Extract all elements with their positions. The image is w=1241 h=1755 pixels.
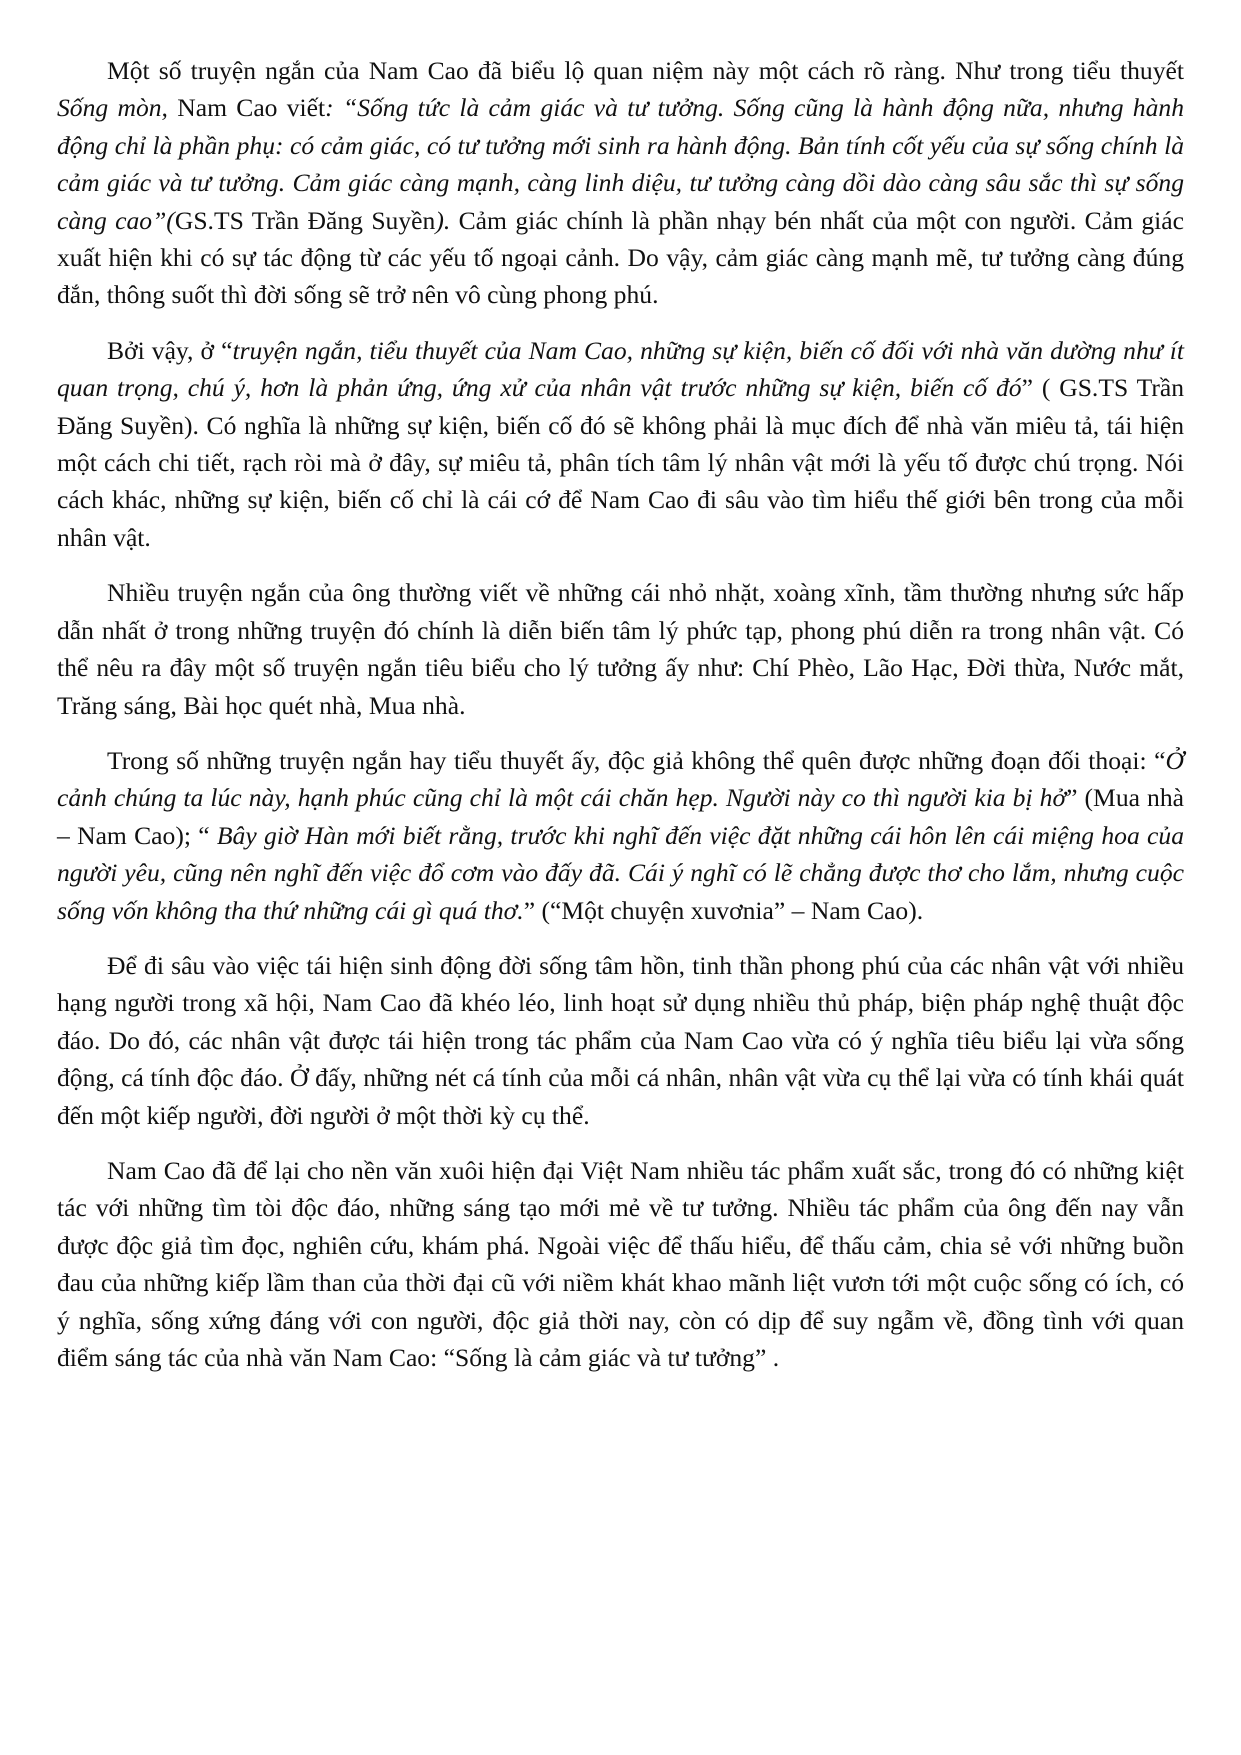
text-segment: Nhiều truyện ngắn của ông thường viết về những cái nhỏ nhặt, xoàng xĩnh, tầm thường nhưng sức hấp dẫn nhất ở trong những truyện đó chính là diễn biến tâm lý phức tạp, phong phú diễn ra trong nhân vật. Có thể nêu ra đây một số truyện ngắn tiêu biểu cho lý tưởng ấy như: Chí Phèo, Lão Hạc, Đời thừa, Nước mắt, Trăng sáng, Bài học quét nhà, Mua nhà. — [57, 578, 1184, 720]
text-segment: Để đi sâu vào việc tái hiện sinh động đời sống tâm hồn, tinh thần phong phú của các nhân vật với nhiều hạng người trong xã hội, Nam Cao đã khéo léo, linh hoạt sử dụng nhiều thủ pháp, biện pháp nghệ thuật độc đáo. Do đó, các nhân vật được tái hiện trong tác phẩm của Nam Cao vừa có ý nghĩa tiêu biểu lại vừa sống động, cá tính độc đáo. Ở đấy, những nét cá tính của mỗi cá nhân, nhân vật vừa cụ thể lại vừa có tính khái quát đến một kiếp người, đời người ở một thời kỳ cụ thể. — [57, 950, 1184, 1130]
paragraph-3 — [57, 574, 1184, 724]
italic-quote: : “Sống tức là cảm giác và tư tưởng. Sống cũng là hành động nữa, nhưng hành động chỉ là phần phụ: có cảm giác, có tư tưởng mới sinh ra hành động. Bản tính cốt yếu của sự sống chính là cảm giác và tư tưởng. Cảm giác càng mạnh, càng linh diệu, tư tưởng càng dồi dào càng sâu sắc thì sự sống càng cao”( — [57, 93, 1184, 235]
text-segment: ” (“Một chuyện xuvơnia” – Nam Cao). — [523, 895, 924, 925]
text-segment: Bởi vậy, ở “ — [107, 335, 233, 365]
text-segment: Một số truyện ngắn của Nam Cao đã biểu lộ quan niệm này một cách rõ ràng. Như trong tiểu thuyết — [107, 56, 1184, 85]
text-segment: ” ( GS.TS Trần Đăng Suyền). Có nghĩa là những sự kiện, biến cố đó sẽ không phải là mục đích để nhà văn miêu tả, tái hiện một cách chi tiết, rạch ròi mà ở đây, sự miêu tả, phân tích tâm lý nhân vật mới là yếu tố được chú trọng. Nói cách khác, những sự kiện, biến cố chỉ là cái cớ để Nam Cao đi sâu vào tìm hiểu thế giới bên trong của mỗi nhân vật. — [57, 373, 1185, 552]
text-segment: Trong số những truyện ngắn hay tiểu thuyết ấy, độc giả không thể quên được những đoạn đối thoại: “ — [107, 745, 1166, 775]
text-segment: Nam Cao đã để lại cho nền văn xuôi hiện đại Việt Nam nhiều tác phẩm xuất sắc, trong đó có những kiệt tác với những tìm tòi độc đáo, những sáng tạo mới mẻ về tư tưởng. Nhiều tác phẩm của ông đến nay vẫn được độc giả tìm đọc, nghiên cứu, khám phá. Ngoài việc để thấu hiểu, để thấu cảm, chia sẻ với những buồn đau của những kiếp lầm than của thời đại cũ với niềm khát khao mãnh liệt vươn tới một cuộc sống có ích, có ý nghĩa, sống xứng đáng với con người, độc giả thời nay, còn có dịp để suy ngẫm về, đồng tình với quan điểm sáng tác của nhà văn Nam Cao: “Sống là cảm giác và tư tưởng” . — [57, 1155, 1184, 1372]
paragraph-5 — [57, 947, 1184, 1134]
paragraph-2 — [57, 332, 1184, 556]
text-segment: ” (Mua nhà – Nam Cao); “ — [57, 783, 1184, 850]
italic-segment: Sống mòn, — [57, 93, 168, 123]
paragraph-1 — [57, 52, 1184, 314]
italic-quote: truyện ngắn, tiểu thuyết của Nam Cao, những sự kiện, biến cố đối với nhà văn dường như ít quan trọng, chú ý, hơn là phản ứng, ứng xử của nhân vật trước những sự kiện, biến cố đó — [57, 335, 1184, 403]
paragraph-6 — [57, 1152, 1184, 1376]
italic-quote: Bây giờ Hàn mới biết rằng, trước khi nghĩ đến việc đặt những cái hôn lên cái miệng hoa của người yêu, cũng nên nghĩ đến việc đổ cơm vào đấy đã. Cái ý nghĩ có lẽ chẳng được thơ cho lắm, nhưng cuộc sống vốn không tha thứ những cái gì quá thơ. — [57, 820, 1184, 925]
text-segment: Nam Cao viết — [167, 93, 326, 123]
document-page — [57, 52, 1184, 1394]
italic-quote: Ở cảnh chúng ta lúc này, hạnh phúc cũng chỉ là một cái chăn hẹp. Người này co thì người kia bị hở — [57, 745, 1184, 813]
citation: GS.TS Trần Đăng Suyền — [174, 205, 436, 235]
paragraph-4 — [57, 742, 1184, 929]
italic-segment: ). — [435, 205, 451, 235]
text-segment: Cảm giác chính là phần nhạy bén nhất của một con người. Cảm giác xuất hiện khi có sự tác động từ các yếu tố ngoại cảnh. Do vậy, cảm giác càng mạnh mẽ, tư tưởng càng đúng đắn, thông suốt thì đời sống sẽ trở nên vô cùng phong phú. — [57, 205, 1184, 310]
